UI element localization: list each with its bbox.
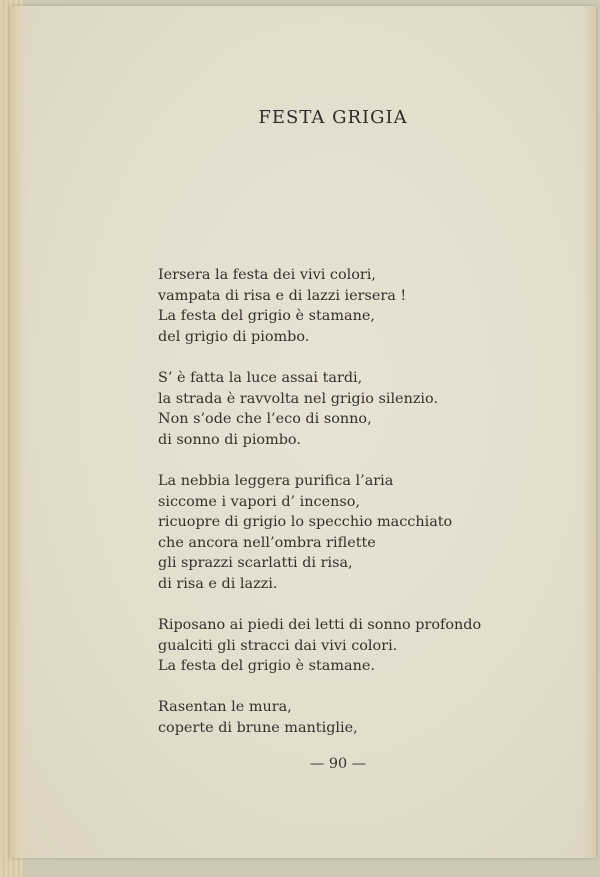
stanza-3 <box>158 471 558 595</box>
poem-line: Iersera la festa dei vivi colori, <box>158 267 376 283</box>
stanza-5 <box>158 697 558 738</box>
poem-title: FESTA GRIGIA <box>258 107 408 128</box>
poem-line: gualciti gli stracci dai vivi colori. <box>158 637 398 654</box>
poem-line: la strada è ravvolta nel grigio silenzio. <box>158 390 439 407</box>
poem-line: La nebbia leggera purifica l’aria <box>158 472 394 489</box>
poem-line: S’ è fatta la luce assai tardi, <box>158 369 363 386</box>
poem-line: vampata di risa e di lazzi iersera ! <box>158 287 407 304</box>
poem-line: coperte di brune mantiglie, <box>158 720 358 737</box>
poem-line: La festa del grigio è stamane. <box>158 658 375 675</box>
poem-line: Non s’ode che l’eco di sonno, <box>158 411 372 428</box>
poem-line: che ancora nell’ombra riflette <box>158 534 376 551</box>
page-number: — 90 — <box>309 756 367 772</box>
poem-body <box>158 265 558 759</box>
stanza-2 <box>158 368 558 450</box>
poem-line: Riposano ai piedi dei letti di sonno profondo <box>158 617 482 634</box>
stanza-1 <box>158 265 558 347</box>
poem-line: siccome i vapori d’ incenso, <box>158 493 361 510</box>
poem-line: La festa del grigio è stamane, <box>158 308 375 325</box>
poem-line: ricuopre di grigio lo specchio macchiato <box>158 514 453 531</box>
poem-line: gli sprazzi scarlatti di risa, <box>158 555 353 572</box>
poem-line: del grigio di piombo. <box>158 328 310 345</box>
poem-line: Rasentan le mura, <box>158 699 292 716</box>
poem-line: di risa e di lazzi. <box>158 575 278 592</box>
stanza-4 <box>158 615 558 677</box>
poem-line: di sonno di piombo. <box>158 431 301 448</box>
